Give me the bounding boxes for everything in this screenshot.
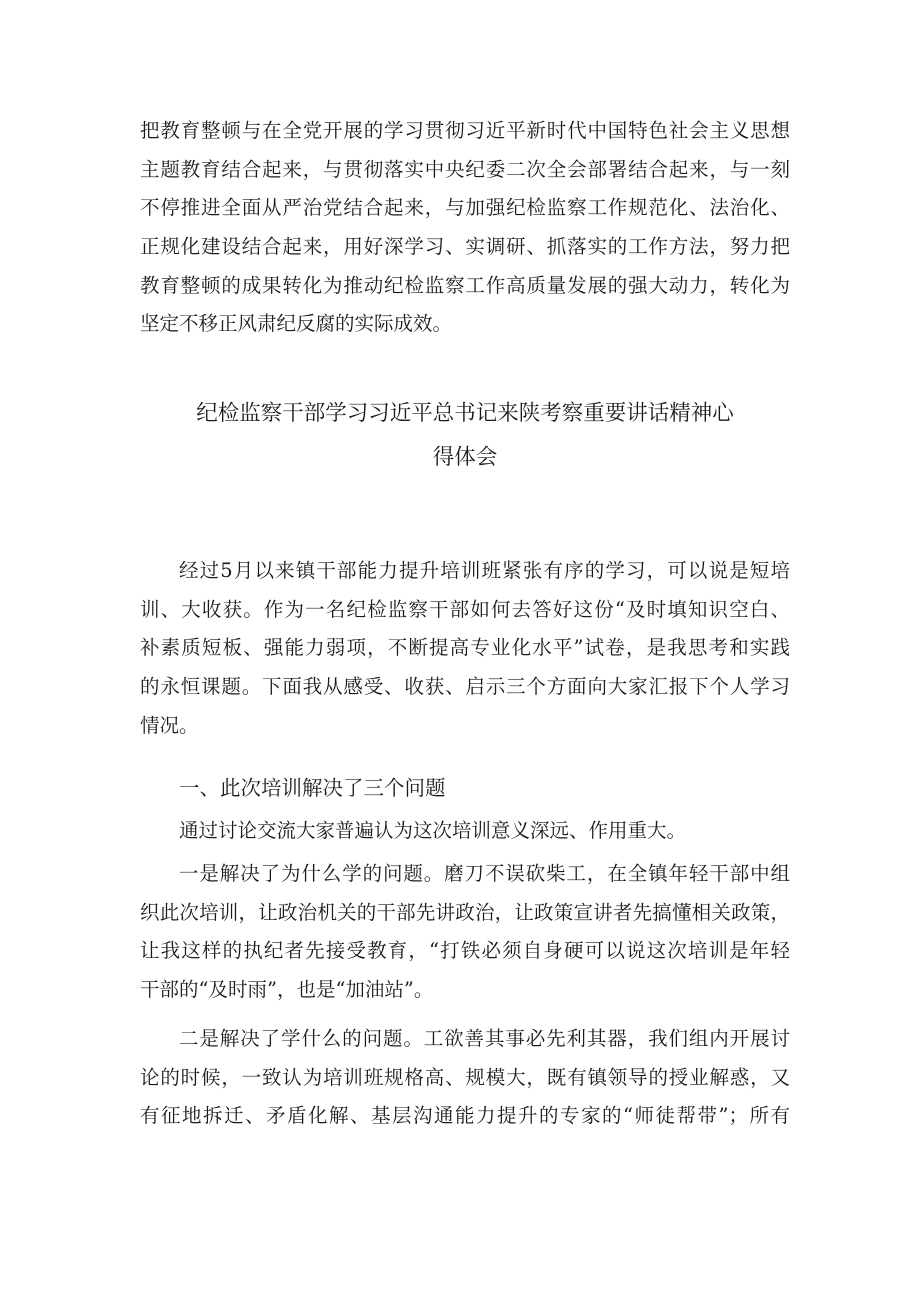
text-line: 正规化建设结合起来，用好深学习、实调研、抓落实的工作方法，努力把: [140, 235, 790, 259]
text-line: 主题教育结合起来，与贯彻落实中央纪委二次全会部署结合起来，与一刻: [140, 157, 790, 181]
text-line: 织此次培训，让政治机关的干部先讲政治，让政策宣讲者先搞懂相关政策，: [140, 900, 790, 924]
intro-continuation-paragraph: [140, 112, 790, 344]
text-line: 不停推进全面从严治党结合起来，与加强纪检监察工作规范化、法治化、: [140, 196, 790, 220]
text-line: 训、大收获。作为一名纪检监察干部如何去答好这份“及时填知识空白、: [140, 597, 790, 621]
text-line: 教育整顿的成果转化为推动纪检监察工作高质量发展的强大动力，转化为: [140, 273, 790, 297]
article-title: [140, 392, 790, 480]
text-line: 的永恒课题。下面我从感受、收获、启示三个方面向大家汇报下个人学习: [140, 675, 790, 699]
opening-paragraph: [140, 552, 790, 745]
text-line: 补素质短板、强能力弱项，不断提高专业化水平”试卷，是我思考和实践: [140, 636, 790, 660]
text-line: 二是解决了学什么的问题。工欲善其事必先利其器，我们组内开展讨: [179, 1027, 790, 1050]
text-line: 经过5月以来镇干部能力提升培训班紧张有序的学习，可以说是短培: [179, 559, 790, 582]
text-line: 情况。: [140, 713, 199, 737]
section-intro-paragraph: [140, 812, 790, 851]
text-line: 坚定不移正风肃纪反腐的实际成效。: [140, 312, 453, 336]
text-line: 一是解决了为什么学的问题。磨刀不误砍柴工，在全镇年轻干部中组: [179, 862, 790, 885]
title-line: 得体会: [432, 445, 498, 470]
text-line: 有征地拆迁、矛盾化解、基层沟通能力提升的专家的“师徒帮带”；所有: [140, 1104, 790, 1128]
text-line: 干部的“及时雨”，也是“加油站”。: [140, 978, 434, 1002]
text-line: 论的时候，一致认为培训班规格高、规模大，既有镇领导的授业解惑，又: [140, 1065, 790, 1089]
text-line: 通过讨论交流大家普遍认为这次培训意义深远、作用重大。: [179, 819, 687, 842]
point-two-paragraph: [140, 1020, 790, 1136]
title-line: 纪检监察干部学习习近平总书记来陕考察重要讲话精神心: [196, 401, 734, 426]
text-line: 把教育整顿与在全党开展的学习贯彻习近平新时代中国特色社会主义思想: [140, 119, 790, 142]
point-one-paragraph: [140, 855, 790, 1010]
section-heading: 一、此次培训解决了三个问题: [179, 776, 446, 800]
text-line: 让我这样的执纪者先接受教育，“打铁必须自身硬可以说这次培训是年轻: [140, 939, 790, 963]
